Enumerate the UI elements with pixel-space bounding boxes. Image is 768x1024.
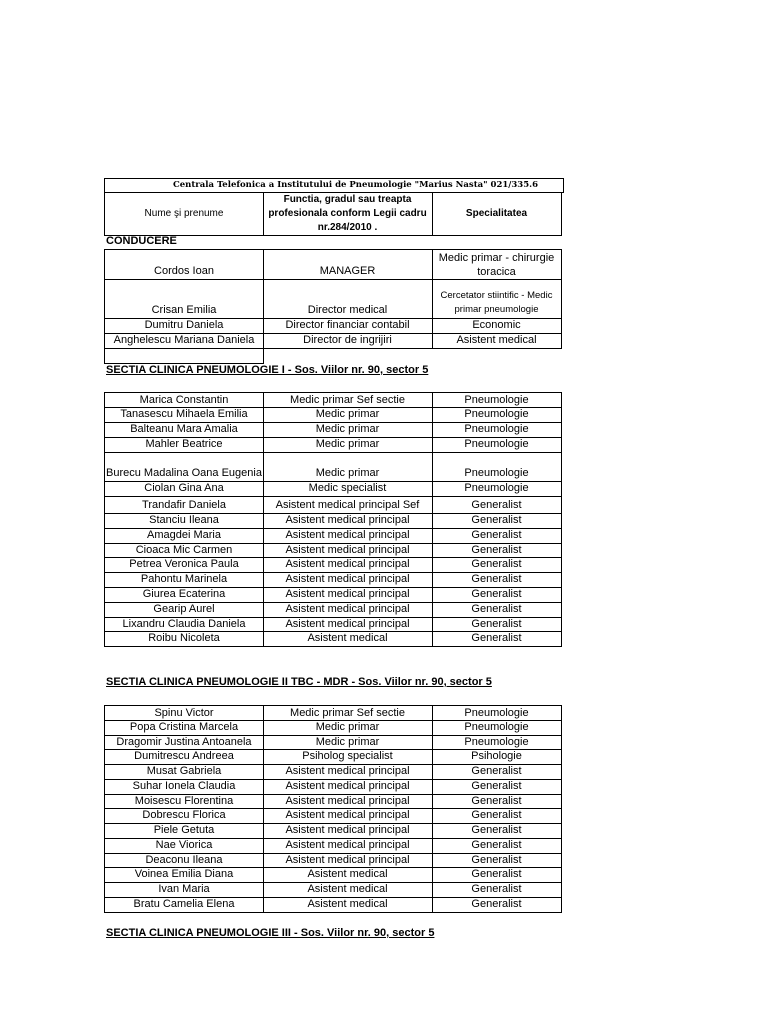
table-cell: Generalist (432, 602, 562, 618)
table-cell: Asistent medical principal (263, 543, 433, 558)
table-cell: Medic specialist (263, 481, 433, 497)
table-cell: Pneumologie (432, 407, 562, 423)
table-cell: Generalist (432, 897, 562, 913)
table-cell: Moisescu Florentina (104, 794, 264, 809)
table-cell: Pneumologie (432, 452, 562, 482)
table-cell: Asistent medical principal (263, 823, 433, 839)
table-cell: Piele Getuta (104, 823, 264, 839)
table-cell: Medic primar (263, 407, 433, 423)
table-cell: Tanasescu Mihaela Emilia (104, 407, 264, 423)
table-cell: Generalist (432, 808, 562, 824)
table-cell: Generalist (432, 867, 562, 883)
table-cell: Pahontu Marinela (104, 572, 264, 588)
table-cell: Asistent medical principal (263, 617, 433, 632)
table-cell: Generalist (432, 587, 562, 603)
table-cell: Generalist (432, 543, 562, 558)
table-cell: Pneumologie (432, 735, 562, 750)
table-cell: Nae Viorica (104, 838, 264, 854)
table-cell: Cordos Ioan (104, 249, 264, 280)
empty-cell (104, 348, 264, 364)
table-cell: Bratu Camelia Elena (104, 897, 264, 913)
table-cell: Asistent medical principal (263, 794, 433, 809)
table-cell: Amagdei Maria (104, 528, 264, 544)
table-cell: Ciolan Gina Ana (104, 481, 264, 497)
table-cell: Marica Constantin (104, 392, 264, 408)
table-cell: Pneumologie (432, 481, 562, 497)
section-label-conducere: CONDUCERE (106, 235, 177, 247)
table-cell: Asistent medical principal (263, 808, 433, 824)
table-cell: Asistent medical (432, 333, 562, 349)
table-cell: Medic primar Sef sectie (263, 392, 433, 408)
table-cell: Medic primar Sef sectie (263, 705, 433, 721)
section-label-pneumologie-1: SECTIA CLINICA PNEUMOLOGIE I - Sos. Viilor nr. 90, sector 5 (106, 364, 429, 376)
table-cell: Pneumologie (432, 437, 562, 453)
table-cell: Asistent medical principal (263, 779, 433, 795)
table-cell: Generalist (432, 794, 562, 809)
section-label-pneumologie-2: SECTIA CLINICA PNEUMOLOGIE II TBC - MDR - Sos. Viilor nr. 90, sector 5 (106, 676, 492, 688)
table-cell: Mahler Beatrice (104, 437, 264, 453)
table-cell: Popa Cristina Marcela (104, 720, 264, 736)
table-cell: Generalist (432, 557, 562, 573)
table-cell: Psiholog specialist (263, 749, 433, 765)
table-cell: Asistent medical principal (263, 513, 433, 529)
table-cell: Suhar Ionela Claudia (104, 779, 264, 795)
table-cell: Asistent medical principal (263, 572, 433, 588)
table-cell: Generalist (432, 631, 562, 647)
table-cell: Pneumologie (432, 720, 562, 736)
table-cell: Director financiar contabil (263, 318, 433, 334)
table-cell: Generalist (432, 617, 562, 632)
table-cell: Gearip Aurel (104, 602, 264, 618)
table-cell: Generalist (432, 779, 562, 795)
table-cell: Generalist (432, 528, 562, 544)
table-cell: Generalist (432, 838, 562, 854)
table-cell: Generalist (432, 513, 562, 529)
table-cell: Asistent medical principal (263, 528, 433, 544)
table-cell: Crisan Emilia (104, 279, 264, 319)
table-cell: Trandafir Daniela (104, 496, 264, 514)
table-cell: Asistent medical (263, 882, 433, 898)
table-cell: Asistent medical principal (263, 557, 433, 573)
table-cell: Asistent medical principal (263, 602, 433, 618)
table-cell: Giurea Ecaterina (104, 587, 264, 603)
table-cell: Lixandru Claudia Daniela (104, 617, 264, 632)
table-cell: Pneumologie (432, 422, 562, 438)
table-cell: Dumitrescu Andreea (104, 749, 264, 765)
table-cell: Dobrescu Florica (104, 808, 264, 824)
table-cell: Generalist (432, 853, 562, 868)
table-cell: Psihologie (432, 749, 562, 765)
table-cell: Asistent medical principal (263, 764, 433, 780)
table-cell: Ivan Maria (104, 882, 264, 898)
table-cell: Generalist (432, 823, 562, 839)
table-cell: Asistent medical (263, 631, 433, 647)
header-name: Nume şi prenume (104, 192, 264, 236)
table-cell: Dragomir Justina Antoanela (104, 735, 264, 750)
table-cell: Generalist (432, 572, 562, 588)
document-title: Centrala Telefonica a Institutului de Pneumologie "Marius Nasta" 021/335.6 (104, 178, 564, 193)
section-label-pneumologie-3: SECTIA CLINICA PNEUMOLOGIE III - Sos. Viilor nr. 90, sector 5 (106, 927, 435, 939)
table-cell: Anghelescu Mariana Daniela (104, 333, 264, 349)
table-cell: Pneumologie (432, 392, 562, 408)
table-cell: Burecu Madalina Oana Eugenia (104, 452, 264, 482)
table-cell: Cioaca Mic Carmen (104, 543, 264, 558)
table-cell: Medic primar (263, 437, 433, 453)
table-cell: Asistent medical (263, 867, 433, 883)
table-cell: Roibu Nicoleta (104, 631, 264, 647)
table-cell: Medic primar (263, 720, 433, 736)
table-cell: Director de ingrijiri (263, 333, 433, 349)
table-cell: Asistent medical principal (263, 853, 433, 868)
table-cell: Generalist (432, 882, 562, 898)
table-cell: Asistent medical principal (263, 587, 433, 603)
table-cell: Economic (432, 318, 562, 334)
table-cell: Asistent medical (263, 897, 433, 913)
table-cell: Spinu Victor (104, 705, 264, 721)
table-cell: Stanciu Ileana (104, 513, 264, 529)
header-specialty: Specialitatea (432, 192, 562, 236)
table-cell: Dumitru Daniela (104, 318, 264, 334)
table-cell: Director medical (263, 279, 433, 319)
table-cell: Musat Gabriela (104, 764, 264, 780)
table-cell: Medic primar - chirurgie toracica (432, 249, 562, 280)
header-function: Functia, gradul sau treapta profesionala conform Legii cadru nr.284/2010 . (263, 192, 433, 236)
table-cell: Medic primar (263, 735, 433, 750)
table-cell: Generalist (432, 764, 562, 780)
table-cell: Pneumologie (432, 705, 562, 721)
table-cell: Voinea Emilia Diana (104, 867, 264, 883)
table-cell: Cercetator stiintific - Medic primar pneumologie (432, 279, 562, 319)
table-cell: Petrea Veronica Paula (104, 557, 264, 573)
table-cell: Asistent medical principal Sef (263, 496, 433, 514)
table-cell: Asistent medical principal (263, 838, 433, 854)
table-cell: Medic primar (263, 422, 433, 438)
table-cell: Medic primar (263, 452, 433, 482)
table-cell: Deaconu Ileana (104, 853, 264, 868)
table-cell: MANAGER (263, 249, 433, 280)
table-cell: Generalist (432, 496, 562, 514)
table-cell: Balteanu Mara Amalia (104, 422, 264, 438)
